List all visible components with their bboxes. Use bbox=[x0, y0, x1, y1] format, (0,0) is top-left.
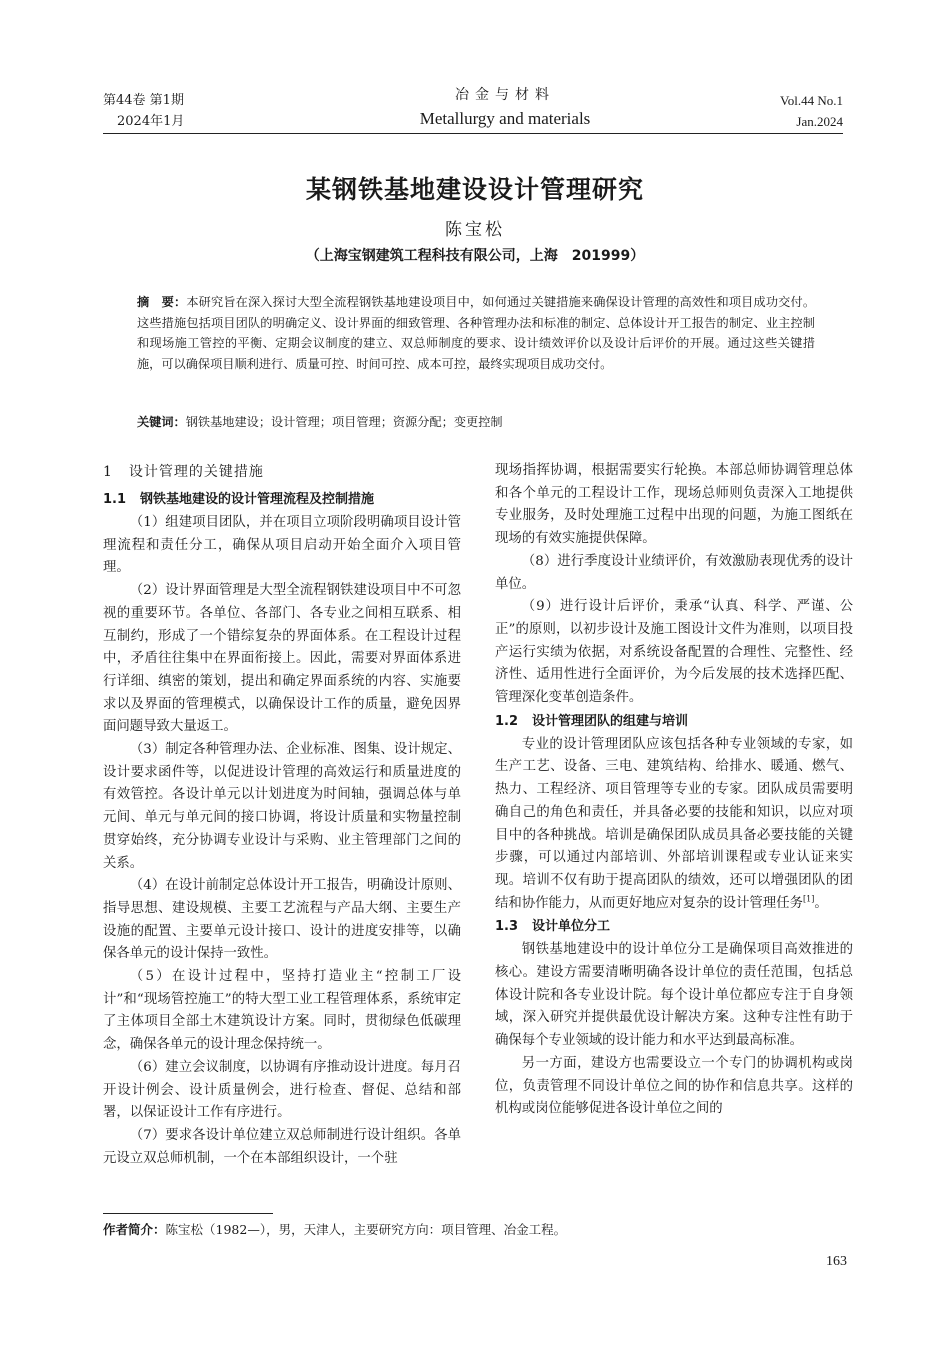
section-number: 1 bbox=[103, 464, 113, 480]
date-en: Jan.2024 bbox=[796, 114, 843, 129]
subsection-number: 1.2 bbox=[495, 713, 519, 729]
paragraph: （8）进行季度设计业绩评价，有效激励表现优秀的设计单位。 bbox=[495, 553, 853, 592]
paragraph bbox=[495, 734, 853, 916]
subsection-heading-1-1 bbox=[103, 489, 461, 511]
volume-issue-cn: 第44卷 第1期 bbox=[103, 93, 184, 108]
paragraph: 现场指挥协调，根据需要实行轮换。本部总师协调管理总体和各个单元的工程设计工作，现场总师则负责深入工地提供专业服务，及时处理施工过程中出现的问题，为施工图纸在现场的有效实施提供保障。 bbox=[495, 463, 853, 547]
paragraph: 钢铁基地建设中的设计单位分工是确保项目高效推进的核心。建设方需要清晰明确各设计单位的责任范围，包括总体设计院和各专业设计院。每个设计单位都应专注于自身领域，深入研究并提供最优设计解决方案。这种专注性有助于确保每个专业领域的设计能力和水平达到最高标准。 bbox=[495, 942, 853, 1049]
footnote-rule bbox=[103, 1213, 273, 1214]
body-column-left bbox=[103, 460, 461, 1170]
paragraph: （7）要求各设计单位建立双总师制进行设计组织。各单元设立双总师机制，一个在本部组织设计，一个驻 bbox=[103, 1127, 461, 1166]
paragraph: （4）在设计前制定总体设计开工报告，明确设计原则、指导思想、建设规模、主要工艺流程与产品大纲、主要生产设施的配置、主要单元设计接口、设计的进度安排等，以确保各单元的设计保持一致性。 bbox=[103, 878, 461, 962]
keywords-label: 关键词： bbox=[137, 415, 186, 429]
subsection-title: 设计单位分工 bbox=[532, 919, 611, 935]
volume-issue-en: Vol.44 No.1 bbox=[780, 93, 843, 108]
author-footnote bbox=[103, 1220, 566, 1240]
footnote-label: 作者简介： bbox=[103, 1222, 166, 1237]
subsection-heading-1-2 bbox=[495, 711, 853, 733]
date-cn: 2024年1月 bbox=[117, 114, 185, 129]
section-title: 设计管理的关键措施 bbox=[128, 464, 264, 480]
body-column-right bbox=[495, 460, 853, 1121]
paragraph: （6）建立会议制度，以协调有序推动设计进度。每月召开设计例会、设计质量例会，进行检查、督促、总结和部署，以保证设计工作有序进行。 bbox=[103, 1059, 461, 1121]
keywords-text: 钢铁基地建设；设计管理；项目管理；资源分配；变更控制 bbox=[185, 415, 503, 429]
author-affiliation: （上海宝钢建筑工程科技有限公司，上海 201999） bbox=[305, 248, 645, 264]
paragraph: （3）制定各种管理办法、企业标准、图集、设计规定、设计要求函件等，以促进设计管理的高效运行和质量进度的有效管控。各设计单元以计划进度为时间轴，强调总体与单元间、单元与单元间的接口协调，将设计质量和实物量控制贯穿始终，充分协调专业设计与采购、业主管理部门之间的关系。 bbox=[103, 742, 461, 871]
paragraph-end: 。 bbox=[814, 895, 828, 911]
paragraph: （1）组建项目团队，并在项目立项阶段明确项目设计管理流程和责任分工，确保从项目启动开始全面介入项目管理。 bbox=[103, 515, 461, 576]
article-author: 陈宝松 bbox=[445, 220, 505, 240]
abstract-label: 摘 要： bbox=[137, 295, 187, 309]
subsection-title: 钢铁基地建设的设计管理流程及控制措施 bbox=[140, 492, 375, 507]
paragraph: 另一方面，建设方也需要设立一个专门的协调机构或岗位，负责管理不同设计单位之间的协作和信息共享。这样的机构或岗位能够促进各设计单位之间的 bbox=[495, 1055, 853, 1117]
footnote-text: 陈宝松（1982—），男，天津人，主要研究方向：项目管理、冶金工程。 bbox=[165, 1222, 567, 1237]
paragraph-text: 专业的设计管理团队应该包括各种专业领域的专家，如生产工艺、设备、三电、建筑结构、给排水、暖通、燃气、热力、工程经济、项目管理等专业的专家。团队成员需要明确自己的角色和责任，并具备必要的技能和知识，以应对项目中的各种挑战。培训是确保团队成员具备必要技能的关键步骤，可以通过内部培训、外部培训课程或专业认证来实现。培训不仅有助于提高团队的绩效，还可以增强团队的团结和协作能力，从而更好地应对复杂的设计管理任务 bbox=[495, 736, 853, 911]
abstract bbox=[137, 292, 815, 374]
journal-name-en: Metallurgy and materials bbox=[419, 109, 591, 128]
subsection-heading-1-3 bbox=[495, 916, 853, 938]
paragraph: （2）设计界面管理是大型全流程钢铁建设项目中不可忽视的重要环节。各单位、各部门、各专业之间相互联系、相互制约，形成了一个错综复杂的界面体系。在工程设计过程中，矛盾往往集中在界面衔接上。因此，需要对界面体系进行详细、缜密的策划，提出和确定界面系统的内容、实施要求以及界面的管理模式，以确保设计工作的质量，避免因界面问题导致大量返工。 bbox=[103, 583, 461, 735]
article-title: 某钢铁基地建设设计管理研究 bbox=[305, 175, 644, 204]
header-rule bbox=[103, 133, 843, 134]
abstract-text: 本研究旨在深入探讨大型全流程钢铁基地建设项目中，如何通过关键措施来确保设计管理的高效性和项目成功交付。这些措施包括项目团队的明确定义、设计界面的细致管理、各种管理办法和标准的制定、总体设计开工报告的制定、业主控制和现场施工管控的平衡、定期会议制度的建立、双总师制度的要求、设计绩效评价以及设计后评价的开展。通过这些关键措施，可以确保项目顺利进行、质量可控、时间可控、成本可控，最终实现项目成功交付。 bbox=[137, 295, 816, 371]
header-right bbox=[780, 90, 843, 132]
keywords bbox=[137, 412, 815, 432]
subsection-number: 1.3 bbox=[495, 919, 519, 935]
paragraph: （9）进行设计后评价，秉承“认真、科学、严谨、公正”的原则，以初步设计及施工图设计文件为准则，以项目投产运行实绩为依据，对系统设备配置的合理性、完整性、经济性、适用性进行全面评价，为今后发展的技术选择匹配、管理深化变革创造条件。 bbox=[495, 599, 853, 706]
journal-name-cn: 冶金与材料 bbox=[455, 87, 555, 103]
header-left bbox=[103, 90, 184, 132]
subsection-title: 设计管理团队的组建与培训 bbox=[532, 713, 689, 729]
subsection-number: 1.1 bbox=[103, 492, 127, 507]
section-heading-1 bbox=[103, 460, 461, 484]
citation-ref[interactable]: [1] bbox=[802, 894, 815, 904]
page-number: 163 bbox=[826, 1254, 847, 1269]
paragraph: （5）在设计过程中，坚持打造业主“控制工厂设计”和“现场管控施工”的特大型工业工程管理体系，系统审定了主体项目全部土木建筑设计方案。同时，贯彻绿色低碳理念，确保各单元的设计理念保持统一。 bbox=[103, 969, 461, 1053]
header-center bbox=[375, 84, 635, 132]
